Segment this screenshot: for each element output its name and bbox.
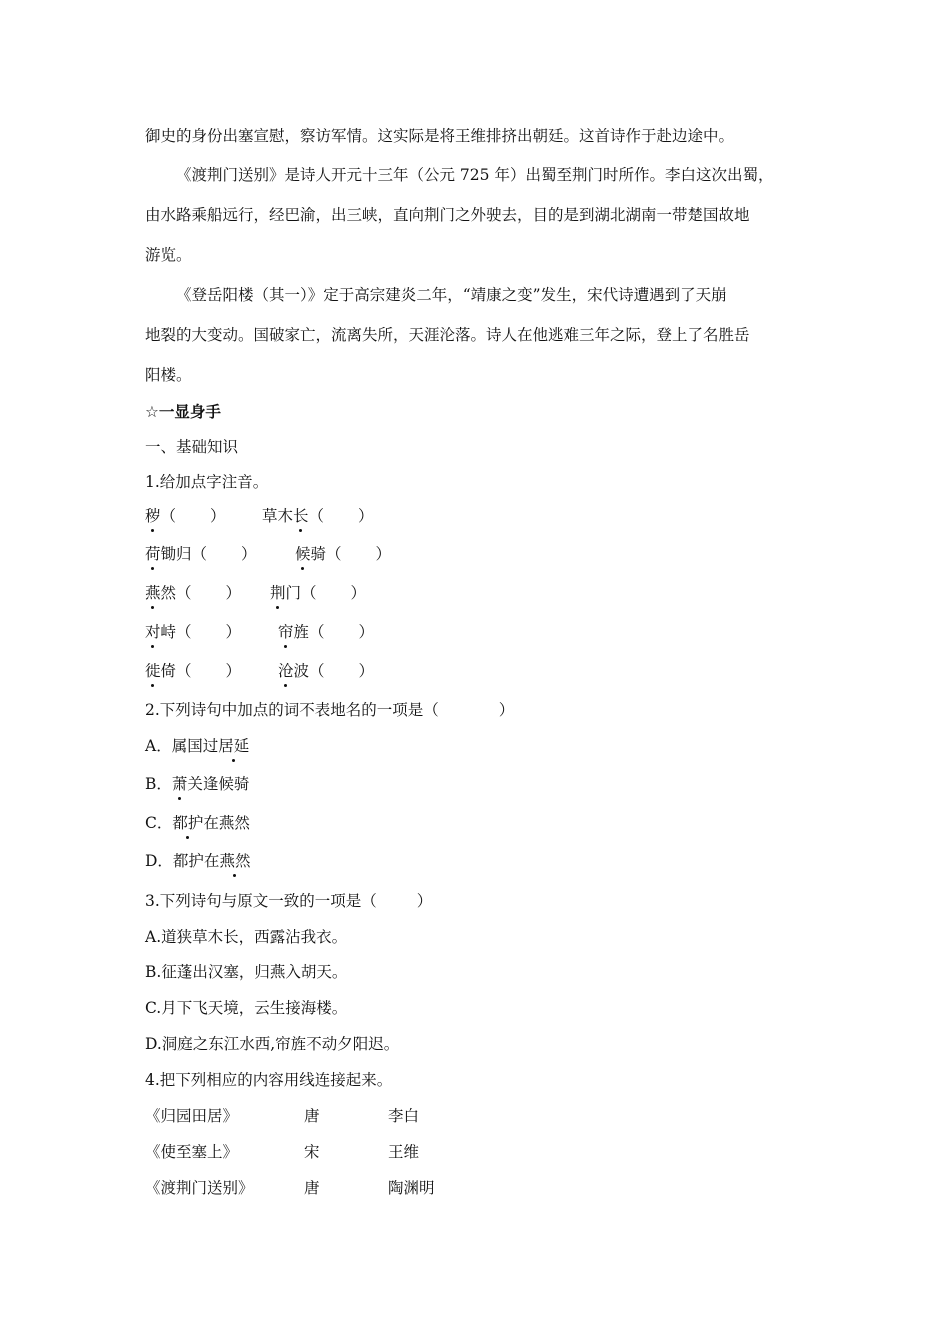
q4-row-3-author: 陶渊明 bbox=[388, 1179, 435, 1197]
q3-option-a: A.道狭草木长，西露沾我衣。 bbox=[145, 928, 348, 946]
dotted-word: 都护 bbox=[172, 814, 204, 832]
question-2-prompt: 2.下列诗句中加点的词不表地名的一项是（ ） bbox=[145, 701, 515, 719]
q4-row-2-dynasty: 宋 bbox=[304, 1143, 320, 1161]
q4-row-3-dynasty: 唐 bbox=[304, 1179, 320, 1197]
dotted-char: 秽 bbox=[145, 507, 161, 525]
q2-option-b: B．萧关逢候骑 bbox=[145, 775, 250, 793]
part-heading: 一、基础知识 bbox=[145, 438, 239, 456]
q2-option-d: D．都护在燕然 bbox=[145, 852, 251, 870]
q1-row-5-item-a: 徙倚（ ） bbox=[145, 662, 242, 680]
dotted-word: 燕然 bbox=[219, 852, 251, 870]
dotted-char: 沧 bbox=[278, 662, 294, 680]
q4-row-1-dynasty: 唐 bbox=[304, 1107, 320, 1125]
q3-option-d: D.洞庭之东江水西,帘旌不动夕阳迟。 bbox=[145, 1035, 400, 1053]
question-3-prompt: 3.下列诗句与原文一致的一项是（ ） bbox=[145, 892, 433, 910]
q1-row-2-item-b: 候骑（ ） bbox=[295, 545, 392, 563]
section-heading: ☆一显身手 bbox=[145, 403, 221, 421]
intro-paragraph-3-line-3: 阳楼。 bbox=[145, 366, 192, 384]
intro-paragraph-1-tail: 御史的身份出塞宣慰，察访军情。这实际是将王维排挤出朝廷。这首诗作于赴边途中。 bbox=[145, 127, 735, 145]
q4-row-3-title: 《渡荆门送别》 bbox=[145, 1179, 254, 1197]
dotted-word: 居延 bbox=[218, 737, 250, 755]
intro-paragraph-2-line-1: 《渡荆门送别》是诗人开元十三年（公元 725 年）出蜀至荆门时所作。李白这次出蜀， bbox=[176, 166, 774, 184]
dotted-char: 长 bbox=[293, 507, 309, 525]
q1-row-3-item-a: 燕然（ ） bbox=[145, 584, 242, 602]
dotted-char: 燕 bbox=[145, 584, 161, 602]
q4-row-2-title: 《使至塞上》 bbox=[145, 1143, 239, 1161]
intro-paragraph-3-line-1: 《登岳阳楼（其一）》定于高宗建炎二年，“靖康之变”发生，宋代诗遭遇到了天崩 bbox=[176, 286, 727, 304]
dotted-char: 候 bbox=[295, 545, 311, 563]
dotted-char: 对 bbox=[145, 623, 161, 641]
intro-paragraph-2-line-3: 游览。 bbox=[145, 246, 192, 264]
q1-row-5-item-b: 沧波（ ） bbox=[278, 662, 375, 680]
dotted-char: 荆 bbox=[270, 584, 286, 602]
q3-option-b: B.征蓬出汉塞，归燕入胡天。 bbox=[145, 963, 348, 981]
dotted-char: 帘 bbox=[278, 623, 294, 641]
intro-paragraph-3-line-2: 地裂的大变动。国破家亡，流离失所，天涯沦落。诗人在他逃难三年之际，登上了名胜岳 bbox=[145, 326, 750, 344]
q2-option-c: C．都护在燕然 bbox=[145, 814, 250, 832]
q1-row-3-item-b: 荆门（ ） bbox=[270, 584, 367, 602]
dotted-word: 萧 bbox=[171, 775, 188, 793]
q4-row-2-author: 王维 bbox=[388, 1143, 420, 1161]
question-4-prompt: 4.把下列相应的内容用线连接起来。 bbox=[145, 1071, 393, 1089]
q1-row-4-item-a: 对峙（ ） bbox=[145, 623, 242, 641]
intro-paragraph-2-line-2: 由水路乘船远行，经巴渝，出三峡，直向荆门之外驶去，目的是到湖北湖南一带楚国故地 bbox=[145, 206, 750, 224]
q4-row-1-author: 李白 bbox=[388, 1107, 420, 1125]
dotted-char: 徙 bbox=[145, 662, 161, 680]
question-1-prompt: 1.给加点字注音。 bbox=[145, 473, 269, 491]
q3-option-c: C.月下飞天境，云生接海楼。 bbox=[145, 999, 348, 1017]
dotted-char: 荷 bbox=[145, 545, 161, 563]
q2-option-a: A．属国过居延 bbox=[145, 737, 250, 755]
q1-row-2-item-a: 荷锄归（ ） bbox=[145, 545, 257, 563]
q1-row-1-item-a: 秽（ ） bbox=[145, 507, 226, 525]
q4-row-1-title: 《归园田居》 bbox=[145, 1107, 239, 1125]
q1-row-4-item-b: 帘旌（ ） bbox=[278, 623, 375, 641]
q1-row-1-item-b: 草木长（ ） bbox=[262, 507, 374, 525]
